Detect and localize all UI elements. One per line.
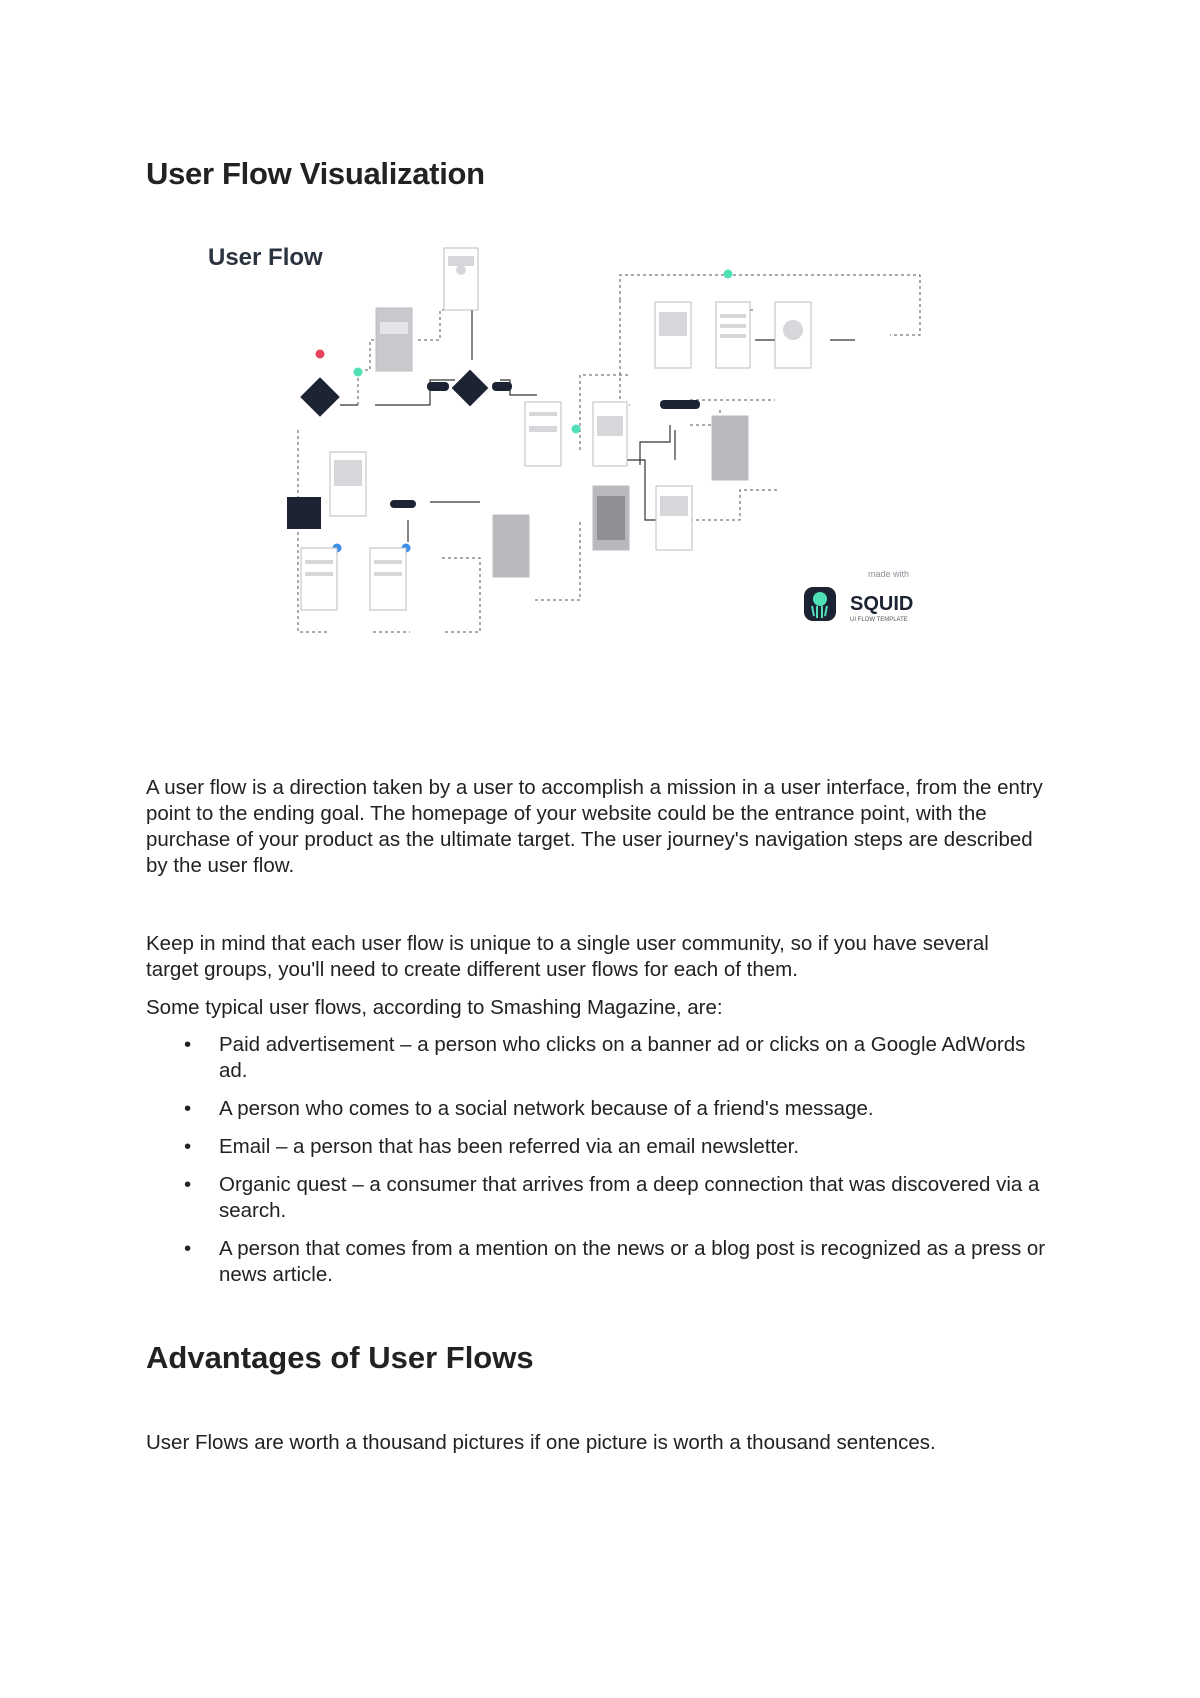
typical-flows-list [146,1032,1046,1300]
list-item-text: A person who comes to a social network because of a friend's message. [219,1097,874,1120]
paragraph-intro: A user flow is a direction taken by a user to accomplish a mission in a user interface, from the entry point to the ending goal. The homepage of your website could be the entrance point, with the purchase of your product as the ultimate target. The user journey's navigation steps are described by the user flow. [146,776,1043,877]
list-item-text: Organic quest – a consumer that arrives from a deep connection that was discovered via a search. [219,1173,1040,1222]
bullet-icon: • [184,1173,192,1196]
list-item-text: Paid advertisement – a person who clicks on a banner ad or clicks on a Google AdWords ad. [219,1033,1026,1082]
list-item-text: A person that comes from a mention on the news or a blog post is recognized as a press or news article. [219,1237,1046,1286]
list-item [146,1032,1046,1084]
list-item [146,1134,1046,1160]
paragraph-communities: Keep in mind that each user flow is unique to a single user community, so if you have several target groups, you'll need to create different user flows for each of them. [146,932,989,981]
list-item-text: Email – a person that has been referred via an email newsletter. [219,1135,800,1158]
section-heading: Advantages of User Flows [146,1340,534,1375]
bullet-icon: • [184,1097,192,1120]
paragraph-typical-flows: Some typical user flows, according to Smashing Magazine, are: [146,996,723,1019]
bullet-icon: • [184,1135,192,1158]
list-item [146,1236,1046,1288]
bullet-icon: • [184,1237,192,1260]
figure-heading: User Flow [208,244,323,271]
made-with-label: made with [868,569,910,579]
paragraph-advantages: User Flows are worth a thousand pictures if one picture is worth a thousand sentences. [146,1431,936,1454]
bullet-icon: • [184,1033,192,1056]
brand-name: SQUID [850,593,914,615]
list-item [146,1172,1046,1224]
user-flow-figure [200,230,1020,685]
page-title: User Flow Visualization [146,156,485,191]
list-item [146,1096,1046,1122]
brand-subtitle: UI FLOW TEMPLATE [850,617,908,623]
